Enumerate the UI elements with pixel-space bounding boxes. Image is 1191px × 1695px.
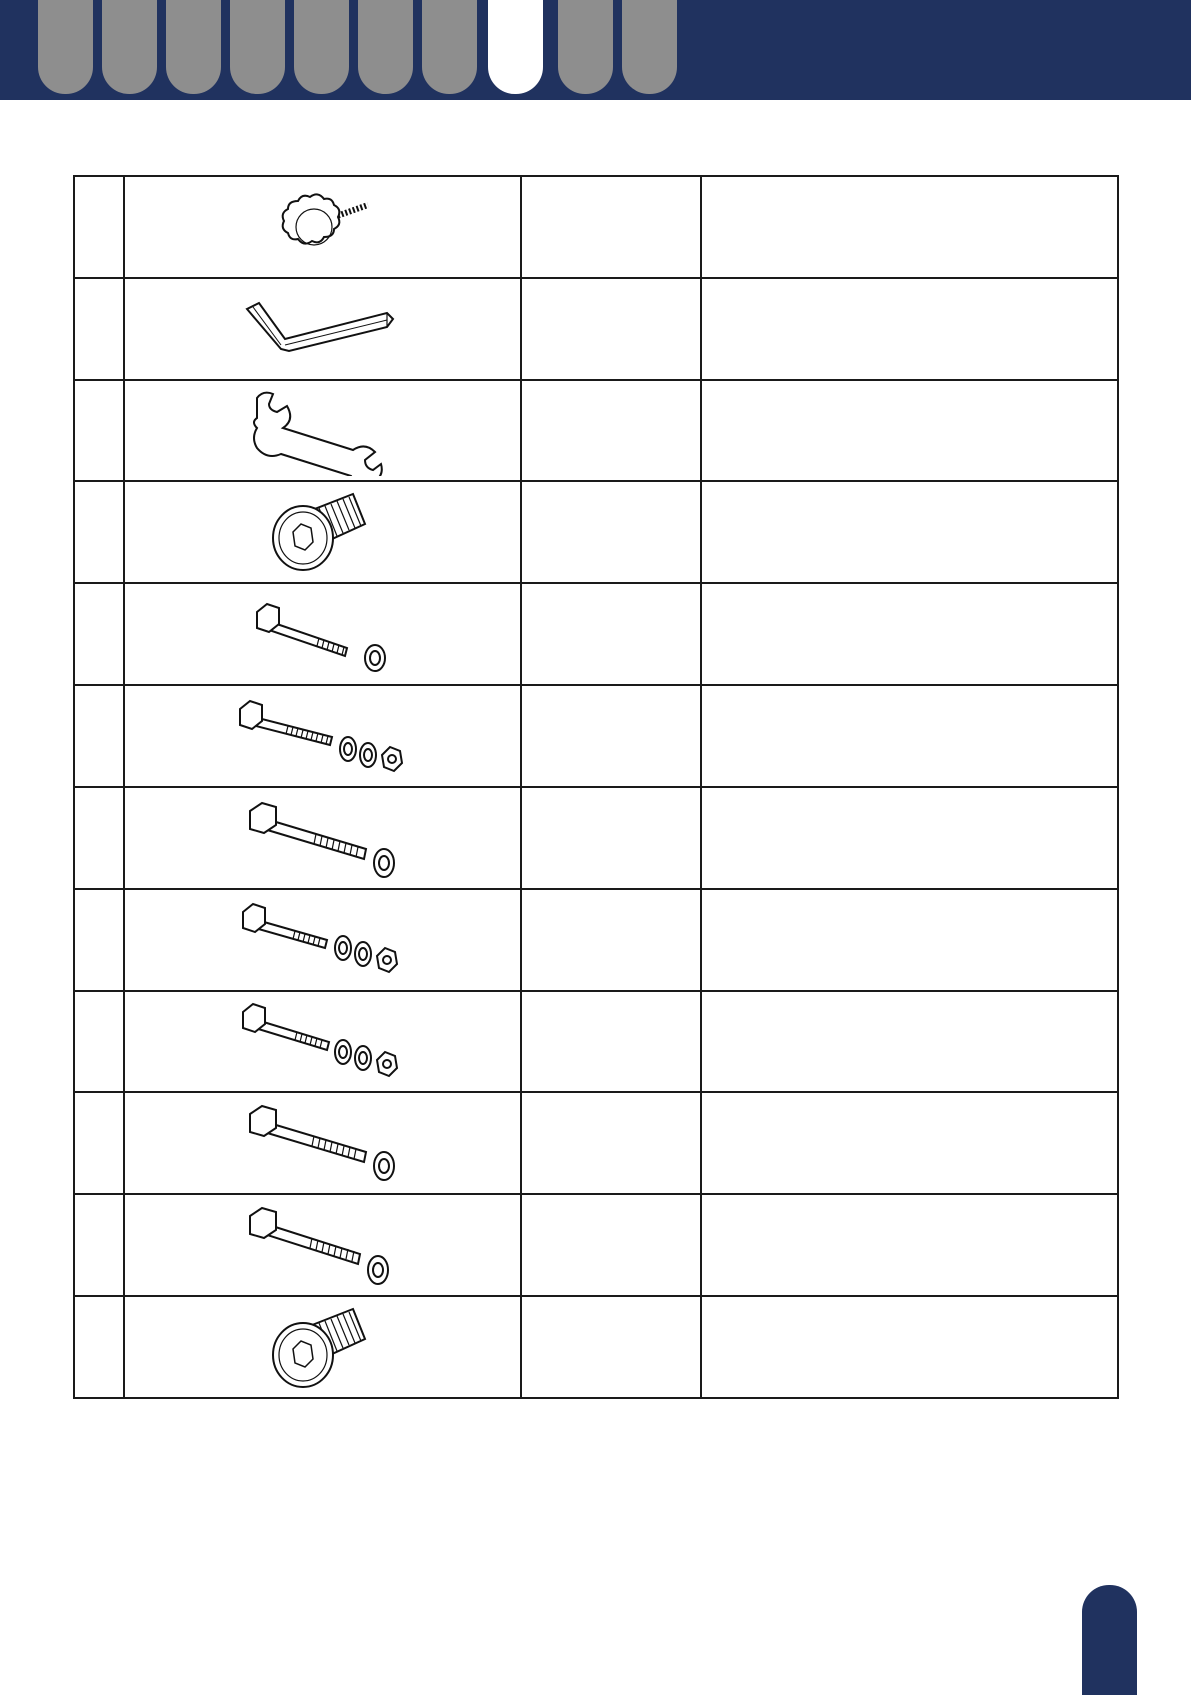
part-quantity [521, 991, 701, 1093]
part-quantity [521, 685, 701, 787]
star-knob-icon [262, 187, 382, 267]
part-number [74, 889, 124, 991]
section-tab-9[interactable] [558, 0, 613, 94]
part-image [124, 1296, 521, 1398]
section-tab-10[interactable] [622, 0, 677, 94]
hex-bolt-washer-icon [242, 1100, 402, 1186]
part-number [74, 787, 124, 889]
section-tab-1[interactable] [38, 0, 93, 94]
part-quantity [521, 889, 701, 991]
part-description [701, 1296, 1118, 1398]
part-number [74, 685, 124, 787]
section-tab-6[interactable] [358, 0, 413, 94]
parts-table [73, 175, 1119, 1399]
section-tab-7[interactable] [422, 0, 477, 94]
part-image [124, 991, 521, 1093]
socket-head-bolt-icon [267, 488, 377, 576]
part-description [701, 583, 1118, 685]
part-description [701, 991, 1118, 1093]
part-image [124, 176, 521, 278]
part-image [124, 380, 521, 482]
part-description [701, 1194, 1118, 1296]
part-image [124, 889, 521, 991]
part-description [701, 787, 1118, 889]
section-tab-8-active[interactable] [488, 0, 543, 94]
part-number [74, 1194, 124, 1296]
part-number [74, 583, 124, 685]
hex-bolt-washers-nut-icon [237, 896, 407, 984]
open-end-wrench-icon [247, 386, 397, 476]
part-number [74, 380, 124, 482]
socket-head-bolt-icon [267, 1303, 377, 1391]
part-number [74, 1092, 124, 1194]
part-quantity [521, 583, 701, 685]
hex-bolt-washer-icon [242, 1202, 402, 1288]
part-image [124, 1092, 521, 1194]
section-tab-4[interactable] [230, 0, 285, 94]
part-number [74, 991, 124, 1093]
part-image [124, 1194, 521, 1296]
table-row [74, 787, 1118, 889]
part-description [701, 685, 1118, 787]
part-description [701, 1092, 1118, 1194]
table-row [74, 889, 1118, 991]
part-quantity [521, 278, 701, 380]
hex-bolt-washers-nut-icon [237, 998, 407, 1086]
table-row [74, 380, 1118, 482]
table-row [74, 1194, 1118, 1296]
part-number [74, 1296, 124, 1398]
part-quantity [521, 380, 701, 482]
table-row [74, 278, 1118, 380]
header-band [0, 0, 1191, 100]
part-number [74, 176, 124, 278]
hex-bolt-washers-nut-icon [232, 691, 412, 781]
section-tab-2[interactable] [102, 0, 157, 94]
part-quantity [521, 1194, 701, 1296]
allen-key-icon [237, 289, 407, 369]
page-number-tab [1082, 1585, 1137, 1695]
part-image [124, 583, 521, 685]
part-image [124, 787, 521, 889]
part-description [701, 481, 1118, 583]
table-row [74, 481, 1118, 583]
part-image [124, 481, 521, 583]
table-row [74, 1296, 1118, 1398]
part-number [74, 278, 124, 380]
part-quantity [521, 787, 701, 889]
section-tab-5[interactable] [294, 0, 349, 94]
part-number [74, 481, 124, 583]
table-row [74, 1092, 1118, 1194]
table-row [74, 685, 1118, 787]
section-tab-3[interactable] [166, 0, 221, 94]
part-image [124, 278, 521, 380]
part-quantity [521, 1296, 701, 1398]
part-image [124, 685, 521, 787]
part-quantity [521, 1092, 701, 1194]
hex-bolt-washer-icon [242, 795, 402, 881]
part-description [701, 278, 1118, 380]
part-description [701, 176, 1118, 278]
part-quantity [521, 176, 701, 278]
part-description [701, 889, 1118, 991]
hex-bolt-washer-icon [247, 594, 397, 674]
table-row [74, 991, 1118, 1093]
table-row [74, 176, 1118, 278]
table-row [74, 583, 1118, 685]
part-description [701, 380, 1118, 482]
part-quantity [521, 481, 701, 583]
